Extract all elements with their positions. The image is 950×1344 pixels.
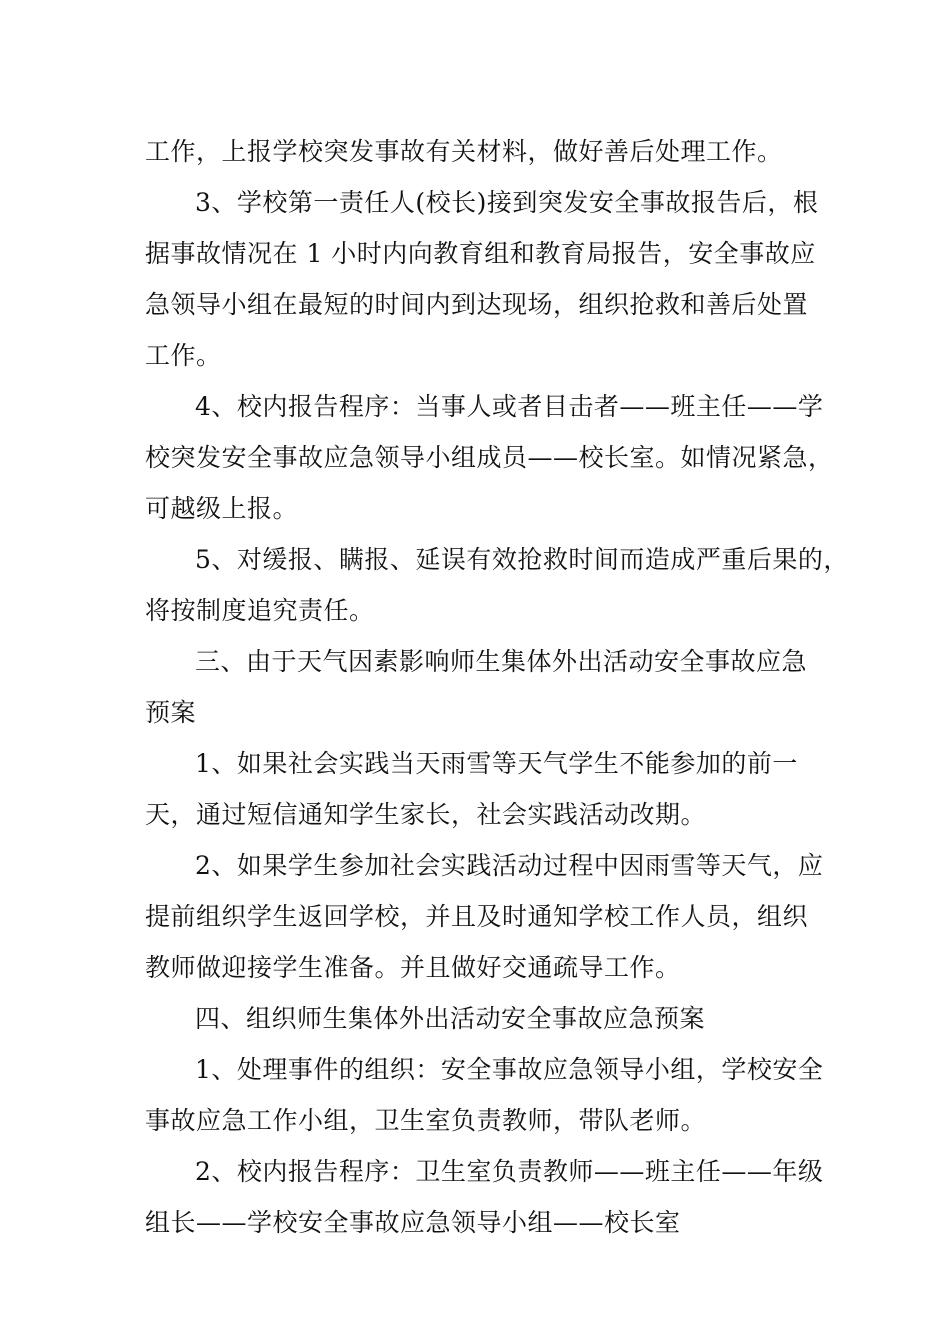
- paragraph: [145, 1044, 824, 1146]
- text-line: 事故应急工作小组，卫生室负责教师，带队老师。: [145, 1106, 707, 1135]
- paragraph: [145, 738, 815, 840]
- paragraph: [145, 177, 819, 381]
- paragraph: [145, 840, 824, 993]
- text-line: 1、处理事件的组织：安全事故应急领导小组，学校安全: [195, 1055, 824, 1084]
- text-line: 2、如果学生参加社会实践活动过程中因雨雪等天气，应: [195, 851, 824, 880]
- text-line: 可越级上报。: [145, 494, 299, 523]
- text-line: 校突发安全事故应急领导小组成员——校长室。如情况紧急，: [145, 443, 834, 472]
- text-line: 三、由于天气因素影响师生集体外出活动安全事故应急: [195, 647, 808, 676]
- paragraph: [145, 1146, 824, 1248]
- text-line: 教师做迎接学生准备。并且做好交通疏导工作。: [145, 953, 681, 982]
- paragraph: [145, 534, 849, 636]
- text-line: 急领导小组在最短的时间内到达现场，组织抢救和善后处置: [145, 290, 809, 319]
- text-line: 四、组织师生集体外出活动安全事故应急预案: [195, 1004, 706, 1033]
- paragraph: [145, 126, 815, 177]
- text-line: 2、校内报告程序：卫生室负责教师——班主任——年级: [195, 1157, 824, 1186]
- text-line: 将按制度追究责任。: [145, 596, 375, 625]
- paragraph: [145, 636, 815, 738]
- text-line: 组长——学校安全事故应急领导小组——校长室: [145, 1208, 681, 1237]
- text-line: 天，通过短信通知学生家长，社会实践活动改期。: [145, 800, 707, 829]
- text-line: 工作。: [145, 341, 222, 370]
- text-line: 据事故情况在 1 小时内向教育组和教育局报告，安全事故应: [145, 239, 816, 268]
- paragraph: [145, 993, 815, 1044]
- paragraph: [145, 381, 834, 534]
- text-line: 工作，上报学校突发事故有关材料，做好善后处理工作。: [145, 137, 783, 166]
- text-line: 1、如果社会实践当天雨雪等天气学生不能参加的前一: [195, 749, 798, 778]
- document-body: [145, 126, 849, 1248]
- text-line: 预案: [145, 698, 197, 727]
- text-line: 3、学校第一责任人(校长)接到突发安全事故报告后，根: [195, 188, 819, 217]
- text-line: 4、校内报告程序：当事人或者目击者——班主任——学: [195, 392, 824, 421]
- text-line: 提前组织学生返回学校，并且及时通知学校工作人员，组织: [145, 902, 809, 931]
- text-line: 5、对缓报、瞒报、延误有效抢救时间而造成严重后果的，: [195, 545, 849, 574]
